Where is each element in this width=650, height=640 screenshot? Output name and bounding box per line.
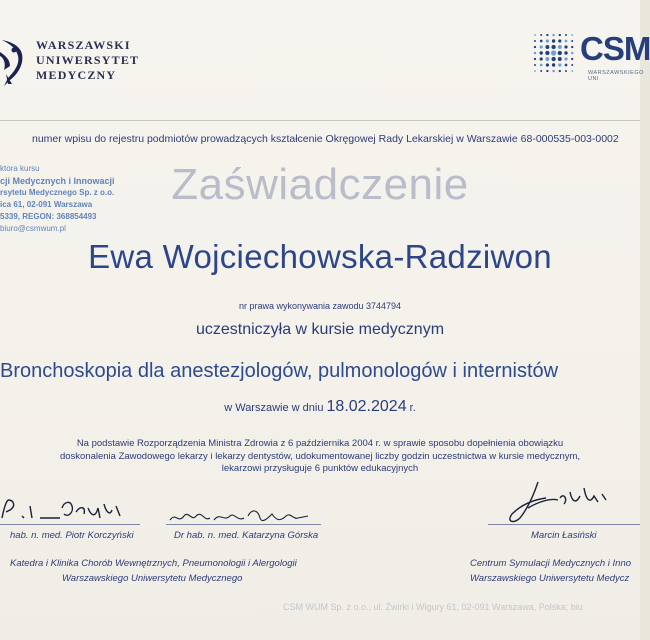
wum-name-line3: MEDYCZNY [36,68,117,82]
csm-logo-dot [571,58,573,60]
csm-logo-dot [558,39,561,42]
csm-logo-dot [534,46,536,48]
wum-name-line2: UNIWERSYTET [36,53,140,67]
signature-1-line [0,524,140,525]
signature-2-line [166,524,321,525]
stamp-line4: ica 61, 02-091 Warszawa [0,200,93,209]
csm-logo-dot [571,34,573,36]
csm-logo-dot [559,34,561,36]
footer-address: CSM WUM Sp. z o.o., ul. Żwirki i Wigury 61, 02-091 Warszawa, Polska; biu [283,602,583,612]
csm-logo-dot [540,70,542,72]
csm-logo-dot [546,39,549,42]
csm-logo-dot [540,57,543,60]
csm-logo-dot [534,52,537,55]
signature-3-line [488,524,640,525]
legal-basis-text [0,438,640,476]
csm-logo-dot [571,64,573,66]
csm-logo-dot [534,40,536,42]
header-divider [0,120,640,121]
participant-name: Ewa Wojciechowska-Radziwon [88,238,552,275]
csm-logo-dot [540,45,543,48]
csm-logo-dot [564,45,567,48]
department-right [470,556,631,586]
csm-logo-dot [571,46,573,48]
csm-logo-dot [534,70,536,72]
csm-logo-dot [545,45,549,49]
department-left-line2: Warszawskiego Uniwersytetu Medycznego [62,573,243,584]
signature-3-image [498,478,618,530]
csm-logo-dot [565,70,567,72]
csm-logo-dot [565,40,568,43]
csm-logo-dot [552,63,555,66]
issue-date: 18.02.2024 [326,398,407,415]
certificate-title: Zaświadczenie [171,160,469,209]
legal-line3: lekarzowi przysługuje 6 punktów edukacyjnych [221,463,419,474]
wum-name [36,38,139,83]
csm-logo-dot [540,64,543,67]
csm-logo-dot [534,58,536,60]
csm-logo-dot [551,50,556,55]
csm-logo-dot [534,64,536,66]
registry-number-line: numer wpisu do rejestru podmiotów prowadzących kształcenie Okręgowej Rady Lekarskiej w Warszawie 68-000535-003-0002 [32,133,619,145]
csm-logo-dot [546,63,549,66]
legal-line2: doskonalenia Zawodowego lekarzy i lekarzy dentystów, udokumentowanej liczby godzin uczestnictwa w kursie medycznym, [59,450,581,462]
csm-logo-dot [546,34,548,36]
stamp-line3: rsytetu Medycznego Sp. z o.o. [0,188,115,197]
department-right-line2: Warszawskiego Uniwersytetu Medycz [470,573,630,584]
csm-logo-dot [545,57,549,61]
stamp-line2: cji Medycznych i Innowacji [0,176,115,186]
csm-logo-dot [571,70,573,72]
csm-logo-dot [558,51,562,55]
csm-logo-dot [559,70,561,72]
signatory-3-name: Marcin Łasiński [531,530,597,541]
csm-dot-grid-icon [532,32,576,74]
department-left [10,556,297,586]
csm-logo-dot [545,51,549,55]
date-prefix: w Warszawie w dniu [224,402,324,414]
csm-logo-dot [571,40,573,42]
date-suffix: r. [409,402,416,414]
legal-line1: Na podstawie Rozporządzenia Ministra Zdrowia z 6 października 2004 r. w sprawie sposobu dopełnienia obowiązku [76,438,564,449]
csm-logo-dot [558,57,562,61]
csm-logo-dot [558,63,561,66]
participation-statement: uczestniczyła w kursie medycznym [195,321,445,338]
csm-logo-dot [540,51,543,54]
csm-logo-dot [551,57,555,61]
csm-logo-dot [552,34,555,37]
csm-logo-dot [552,70,555,73]
csm-logo-dot [534,34,536,36]
signature-1-image [0,488,130,528]
csm-logo-dot [571,52,574,55]
license-number: nr prawa wykonywania zawodu 3744794 [238,301,402,311]
stamp-line1: ktora kursu [0,164,40,173]
csm-logo-dot [564,57,567,60]
course-name: Bronchoskopia dla anestezjologów, pulmonologów i internistów [0,360,559,382]
csm-logo-dot [552,39,555,42]
csm-logo-dot [540,34,542,36]
csm-logo-dot [565,64,568,67]
csm-logo-dot [551,45,555,49]
wum-name-line1: WARSZAWSKI [36,38,131,52]
signatory-1-name: hab. n. med. Piotr Korczyński [10,530,134,541]
stamp-line6: biuro@csmwum.pl [0,224,66,233]
wum-eagle-logo-icon [0,34,26,90]
csm-logo-dot [564,51,567,54]
stamp-line5: 5339, REGON: 368854493 [0,212,97,221]
csm-logo-dot [565,34,567,36]
signatory-2-name: Dr hab. n. med. Katarzyna Górska [174,530,319,541]
csm-logo-subtext: WARSZAWSKIEGO UNI [588,70,644,82]
department-right-line1: Centrum Symulacji Medycznych i Inno [470,558,632,569]
department-left-line1: Katedra i Klinika Chorób Wewnętrznych, Pneumonologii i Alergologii [10,558,297,569]
csm-logo-text: CSM [580,30,650,67]
csm-logo-dot [558,45,562,49]
issue-date-line [0,398,640,416]
csm-logo-dot [546,70,548,72]
csm-logo-dot [540,40,543,43]
